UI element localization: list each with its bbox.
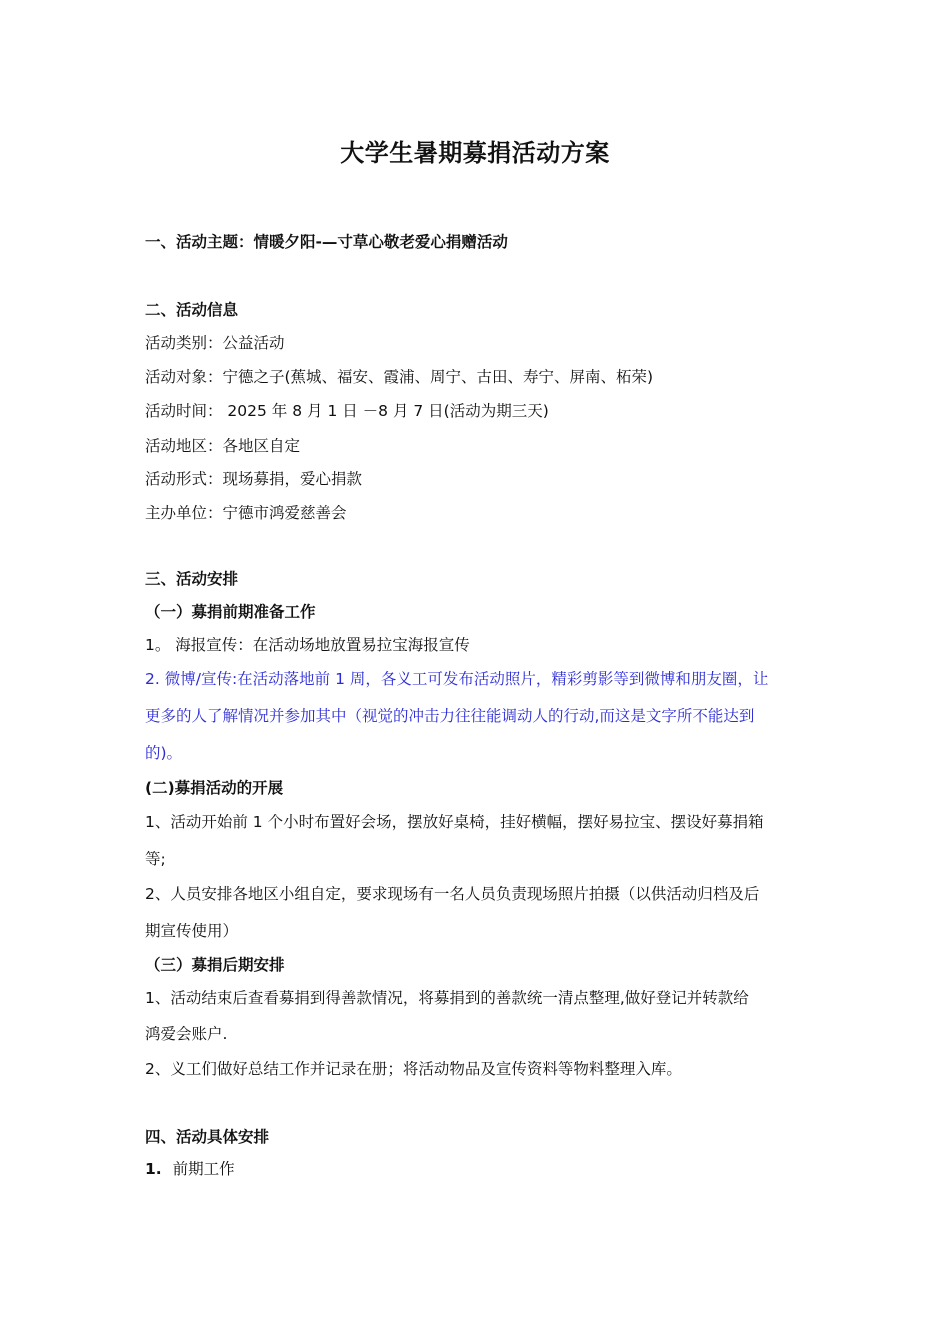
section2-heading: 二、活动信息 xyxy=(145,301,239,319)
info-target: 活动对象：宁德之子(蕉城、福安、霞浦、周宁、古田、寿宁、屏南、柘荣) xyxy=(145,368,654,386)
sub1-item2-line3: 的)。 xyxy=(145,744,183,762)
info-time: 活动时间： 2025 年 8 月 1 日 －8 月 7 日(活动为期三天) xyxy=(145,402,549,420)
document-title: 大学生暑期募捐活动方案 xyxy=(340,139,610,167)
section3-heading: 三、活动安排 xyxy=(145,570,239,588)
info-category: 活动类别：公益活动 xyxy=(145,334,285,352)
info-organizer: 主办单位：宁德市鸿爱慈善会 xyxy=(145,504,347,522)
sub1-heading: （一）募捐前期准备工作 xyxy=(145,603,316,621)
sub2-item1-line1: 1、活动开始前 1 个小时布置好会场，摆放好桌椅，挂好横幅，摆好易拉宝、摆设好募捐箱 xyxy=(145,813,764,831)
sub3-item1-line2: 鸿爱会账户. xyxy=(145,1025,228,1043)
sub3-item1-line1: 1、活动结束后查看募捐到得善款情况，将募捐到的善款统一清点整理,做好登记并转款给 xyxy=(145,989,749,1007)
section1-heading: 一、活动主题：情暖夕阳-—寸草心敬老爱心捐赠活动 xyxy=(145,233,508,251)
sub2-heading: (二)募捐活动的开展 xyxy=(145,779,284,797)
info-form: 活动形式：现场募捐，爱心捐款 xyxy=(145,470,363,488)
sub1-item2-line1: 2. 微博/宣传:在活动落地前 1 周，各义工可发布活动照片，精彩剪影等到微博和朋友圈，让 xyxy=(145,670,769,688)
sub1-item2-line2: 更多的人了解情况并参加其中（视觉的冲击力往往能调动人的行动,而这是文字所不能达到 xyxy=(145,707,755,725)
sub1-item1: 1。 海报宣传：在活动场地放置易拉宝海报宣传 xyxy=(145,636,470,654)
section4-heading: 四、活动具体安排 xyxy=(145,1128,270,1146)
section4-item1-text: 前期工作 xyxy=(172,1160,235,1178)
sub3-item2: 2、义工们做好总结工作并记录在册；将活动物品及宣传资料等物料整理入库。 xyxy=(145,1060,682,1078)
info-region: 活动地区：各地区自定 xyxy=(145,437,301,455)
section4-item1-number: 1. xyxy=(145,1160,162,1178)
section4-item1 xyxy=(145,1159,815,1179)
sub2-item2-line2: 期宣传使用） xyxy=(145,922,239,940)
sub2-item2-line1: 2、人员安排各地区小组自定，要求现场有一名人员负责现场照片拍摄（以供活动归档及后 xyxy=(145,885,760,903)
sub2-item1-line2: 等; xyxy=(145,850,166,868)
sub3-heading: （三）募捐后期安排 xyxy=(145,956,285,974)
